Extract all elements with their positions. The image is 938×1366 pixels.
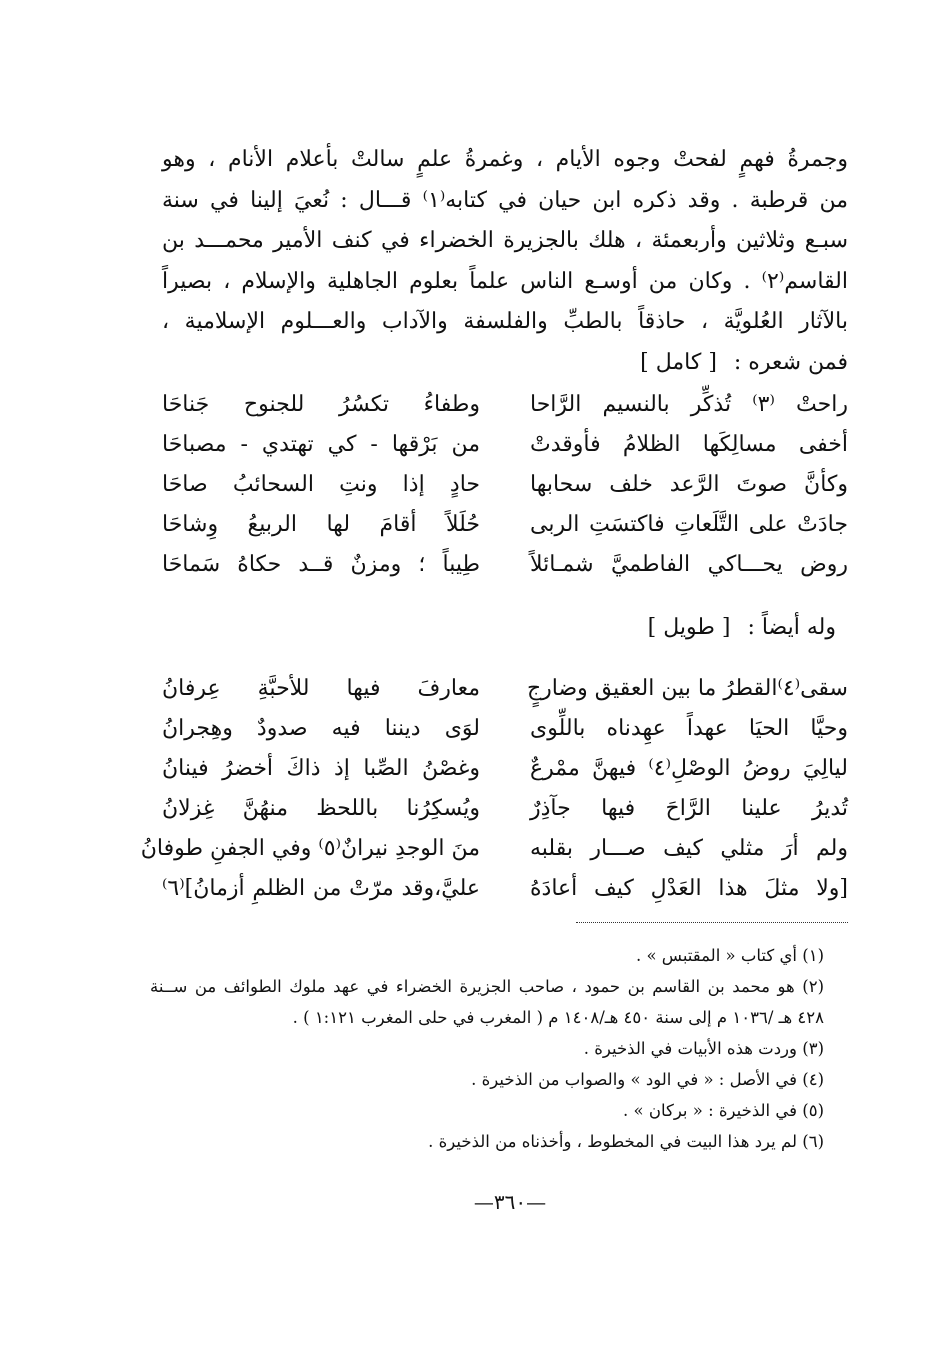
poem-tawil bbox=[140, 668, 848, 908]
verse-row bbox=[162, 668, 848, 708]
verse-row bbox=[162, 788, 848, 828]
verse-first-hemistich: وحيَّا الحيَا عهداً عهِدناه باللِّوى bbox=[530, 715, 848, 741]
verse-first-hemistich: روض يحـــاكي الفاطميَّ شمـائلاً bbox=[530, 551, 848, 577]
verse-second-hemistich: وطفاءُ تكسُرُ للجنوح جَناحَا bbox=[162, 391, 480, 417]
body-paragraph bbox=[162, 140, 848, 383]
meter-label: [ كامل ] bbox=[640, 349, 717, 375]
verse-row bbox=[162, 868, 848, 908]
verse-first-hemistich: ولم أرَ مثلي كيف صـــار بقلبه bbox=[530, 835, 848, 861]
verse-row bbox=[162, 544, 848, 584]
verse-first-hemistich: وكأنَّ صوتَ الرَّعد خلف سحابها bbox=[530, 471, 848, 497]
footnote: (٤) في الأصل : « في الود » والصواب من الذخيرة . bbox=[471, 1070, 824, 1089]
footnote-separator bbox=[576, 922, 848, 923]
prose-line: من قرطبة . وقد ذكره ابن حيان في كتابه⁽١⁾ قـــال : نُعيَ إلينا في سنة bbox=[162, 187, 849, 213]
page-number: —٣٦٠— bbox=[473, 1190, 547, 1214]
footnote-continuation: ٤٢٨ هـ /١٠٣٦ م إلى سنة ٤٥٠ هـ/١٤٠٨ م ( المغرب في حلى المغرب ١:١٢١ ) . bbox=[292, 1008, 824, 1027]
verse-first-hemistich: [ولا مثلَ هذا العَدْلِ كيف أعادَهُ bbox=[530, 875, 848, 901]
verse-second-hemistich: من بَرْقها - كي تهتدي - مصباحَا bbox=[162, 431, 480, 457]
prose-line: وجمرةُ فهمٍ لفحتْ وجوه الأيام ، وغمرةُ علمٍ سالتْ بأعلام الأنام ، وهو bbox=[162, 147, 848, 172]
poem-intro-line bbox=[162, 343, 848, 384]
footnotes bbox=[150, 940, 824, 1157]
verse-second-hemistich: منَ الوجدِ نيرانٌ⁽٥⁾ وفي الجفنِ طوفانُ bbox=[140, 835, 480, 861]
verse-second-hemistich: حادٍ إذا ونتِ السحائبُ صاحَا bbox=[162, 471, 480, 497]
verse-first-hemistich: سقى⁽٤⁾القطرُ ما بين العقيق وضارجٍ bbox=[526, 675, 848, 701]
verse-second-hemistich: ويُسكِرُنا باللحظ منهُنَّ غِزلانُ bbox=[162, 795, 480, 821]
verse-second-hemistich: لوَى ديننا فيه صدودٌ وهِجرانُ bbox=[162, 715, 480, 741]
footnote: (٣) وردت هذه الأبيات في الذخيرة . bbox=[583, 1039, 824, 1058]
prose-line: القاسم⁽٢⁾ . وكان من أوسـع الناس علماً بعلوم الجاهلية والإسلام ، بصيراً bbox=[162, 268, 848, 294]
prose-line: بالآثار العُلويَّة ، حاذقاً بالطبِّ والفلسفة والآداب والعـــلوم الإسلامية ، bbox=[162, 309, 848, 334]
poem-intro-text: وله أيضاً : bbox=[747, 615, 836, 640]
verse-row bbox=[162, 708, 848, 748]
footnote: (١) أي كتاب « المقتبس » . bbox=[635, 946, 824, 965]
verse-row bbox=[162, 464, 848, 504]
verse-row bbox=[162, 748, 848, 788]
poem-intro-text: فمن شعره : bbox=[733, 349, 848, 375]
verse-row bbox=[162, 504, 848, 544]
verse-first-hemistich: تُديرُ علينا الرَّاحَ فيها جآذِرٌ bbox=[530, 795, 848, 821]
footnote: (٦) لم يرد هذا البيت في المخطوط ، وأخذناه من الذخيرة . bbox=[428, 1132, 824, 1151]
poem-intro-line bbox=[500, 615, 836, 655]
verse-second-hemistich: حُلَلاً أقامَ لها الربيعُ وِشاحَا bbox=[162, 511, 480, 537]
verse-second-hemistich: معارفَ فيها للأحبَّةِ عِرفانُ bbox=[162, 675, 480, 701]
prose-line: سبـع وثلاثين وأربعمئة ، هلك بالجزيرة الخضراء في كنف الأمير محمـــد بن bbox=[162, 228, 848, 253]
verse-second-hemistich: عليَّ،وقد مرّتْ من الظلمِ أزمانُ]⁽٦⁾ bbox=[162, 875, 480, 901]
verse-first-hemistich: راحتْ ⁽٣⁾ تُذكِّر بالنسيم الرَّاحا bbox=[530, 391, 848, 417]
poem-kamil bbox=[162, 384, 848, 584]
verse-first-hemistich: أخفى مسالِكَها الظلامُ فأوقدتْ bbox=[530, 431, 848, 457]
verse-first-hemistich: جادَتْ على التَّلَعاتِ فاكتسَتِ الربى bbox=[530, 511, 848, 537]
footnote: (٥) في الذخيرة : « بركان » . bbox=[623, 1101, 824, 1120]
footnote: (٢) هو محمد بن القاسم بن حمود ، صاحب الجزيرة الخضراء في عهد ملوك الطوائف من ســنة bbox=[150, 977, 824, 996]
verse-row bbox=[162, 424, 848, 464]
verse-first-hemistich: ليالِيَ روضُ الوصْلِ⁽٤⁾ فيهنَّ ممْرعٌ bbox=[530, 755, 848, 781]
verse-second-hemistich: وغصْنُ الصِّبا إذ ذاكَ أخضرُ فينانُ bbox=[162, 755, 480, 781]
verse-second-hemistich: طِيباً ؛ ومزنٌ قــد حكاهُ سَماحَا bbox=[162, 551, 480, 577]
meter-label: [ طويل ] bbox=[647, 615, 731, 640]
verse-row bbox=[162, 384, 848, 424]
verse-row bbox=[140, 828, 848, 868]
